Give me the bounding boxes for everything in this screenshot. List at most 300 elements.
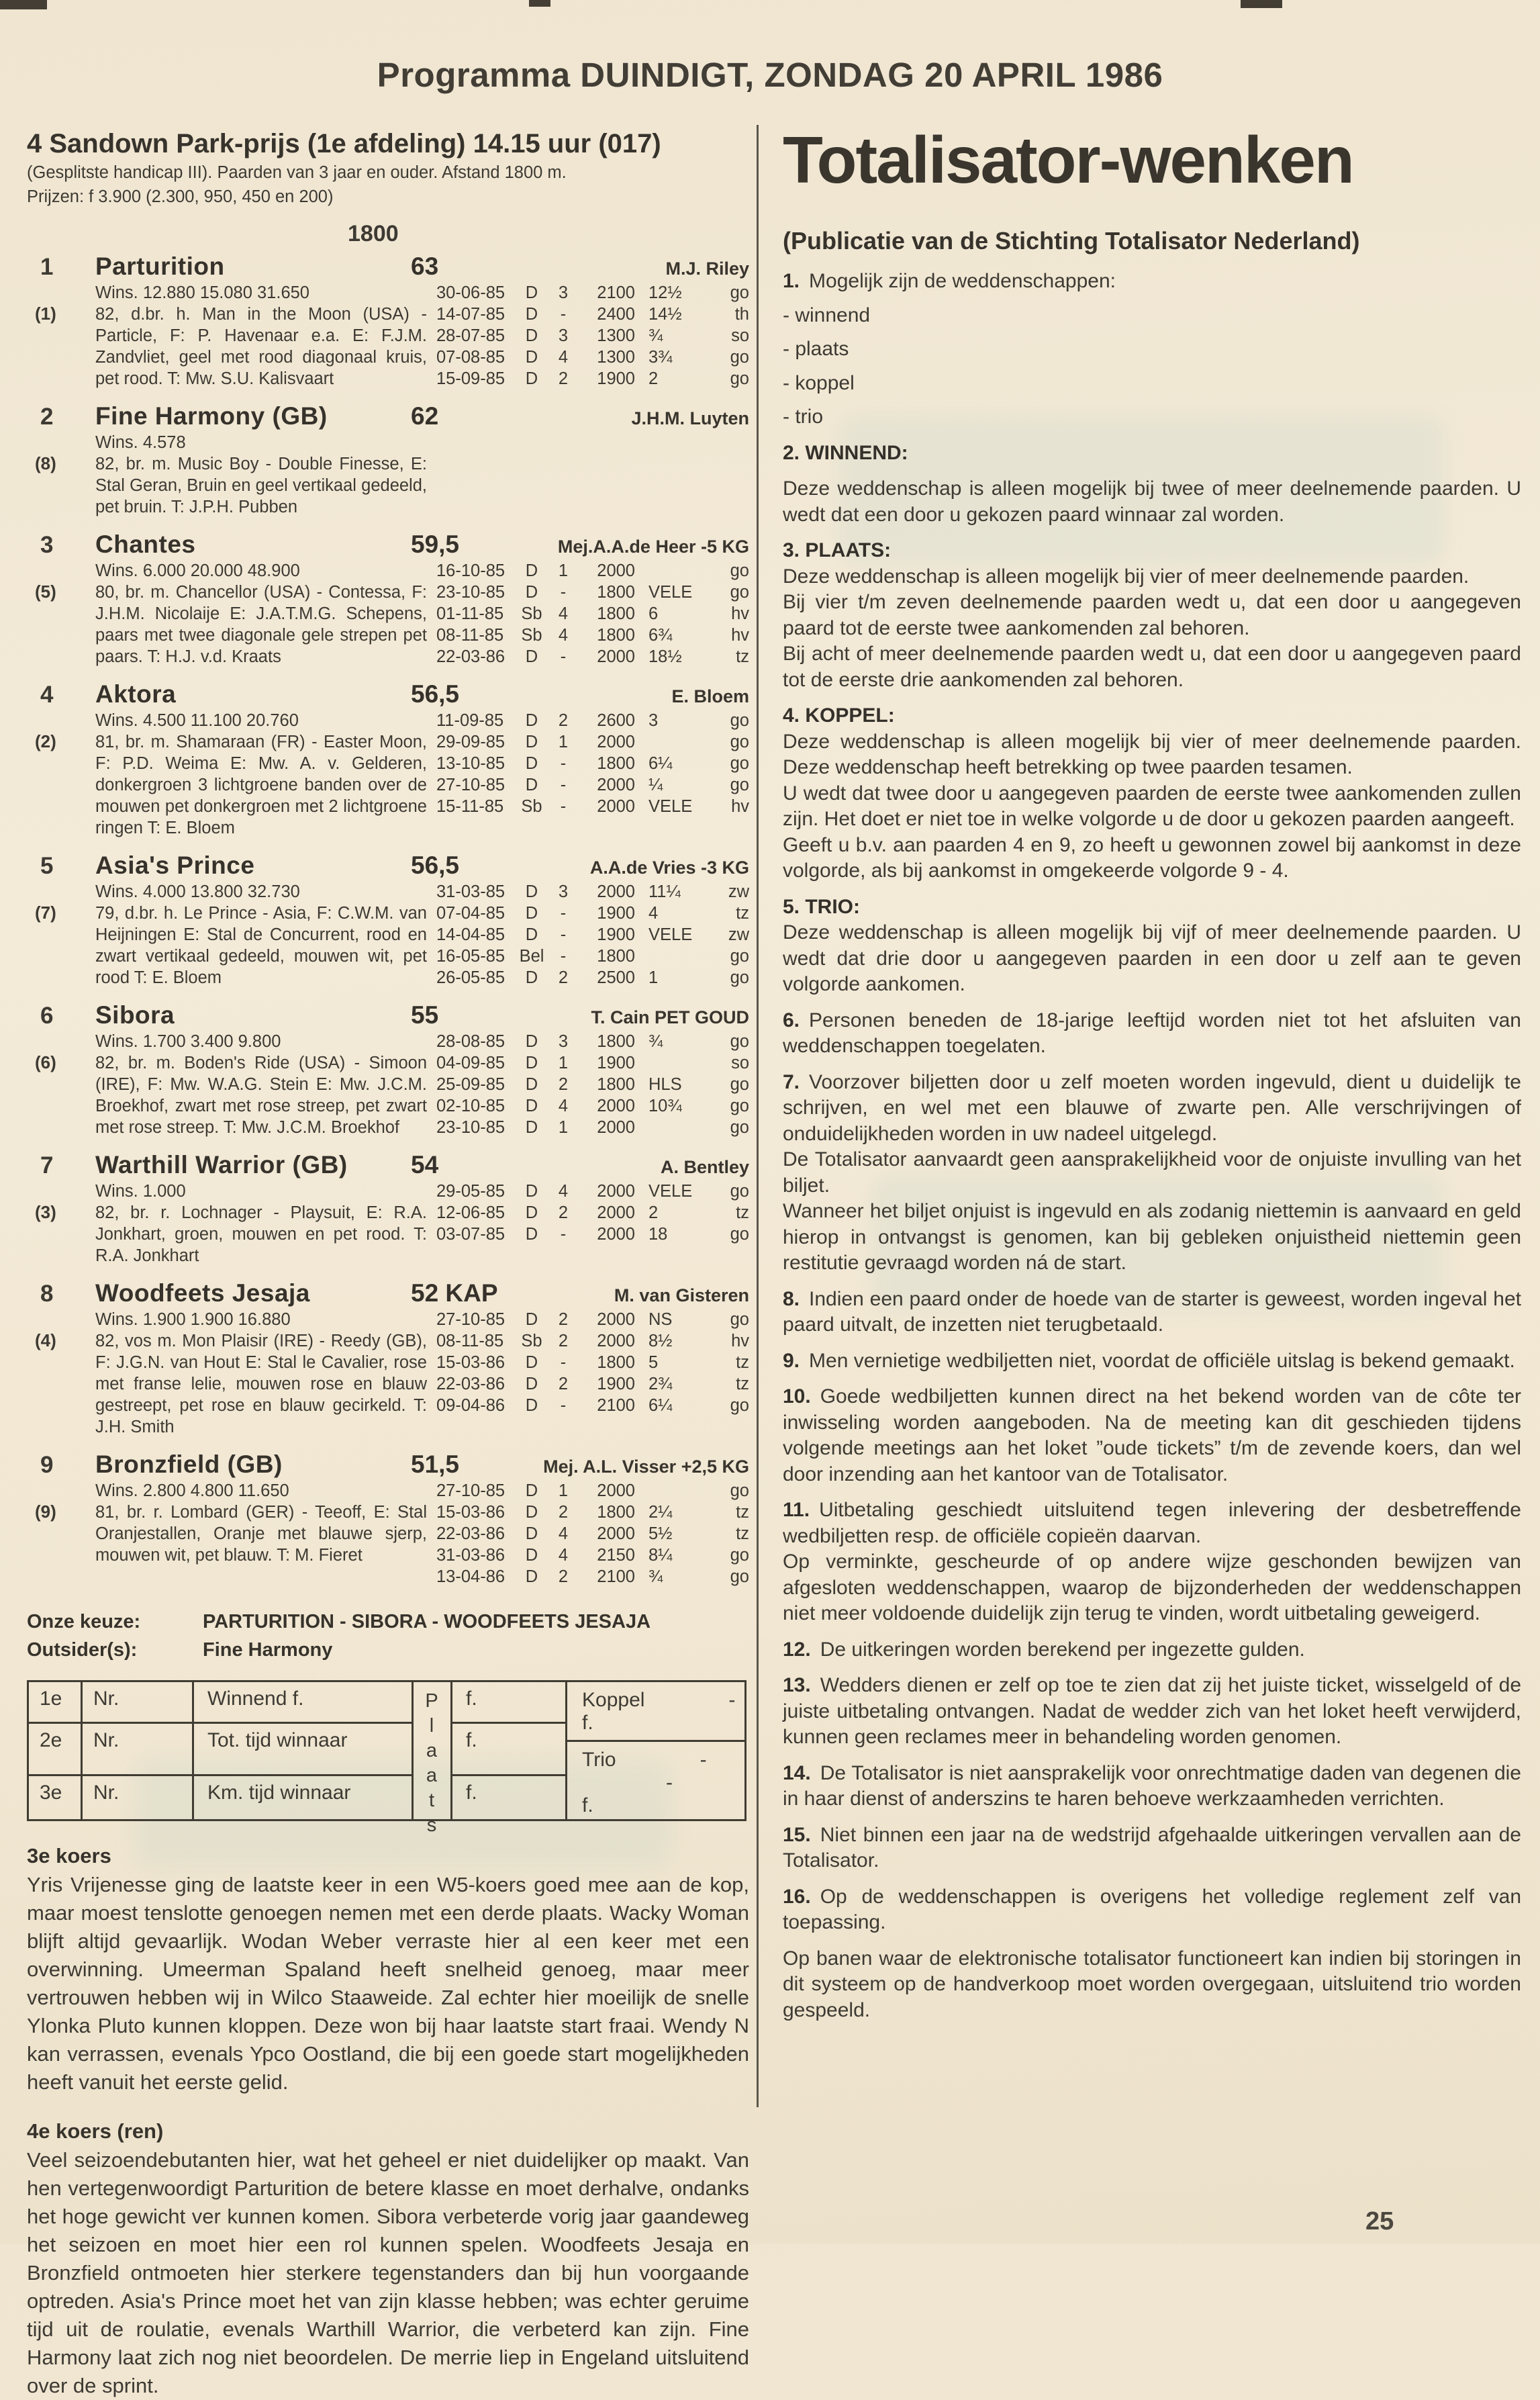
race-history-row <box>436 731 749 753</box>
race-margin <box>635 1117 700 1138</box>
totalisator-rule <box>783 1070 1521 1148</box>
totalisator-rule <box>783 1822 1521 1874</box>
race-date: 31-03-85 <box>436 882 506 901</box>
race-distance-m: 1900 <box>597 369 635 388</box>
race-track-code: D <box>525 1032 538 1051</box>
horse-name: Asia's Prince <box>95 851 255 879</box>
race-margin <box>635 1052 700 1074</box>
race-conditions: (Gesplitste handicap III). Paarden van 3 jaar en ouder. Afstand 1800 m. <box>27 163 567 182</box>
koppel-label: Koppel <box>582 1689 645 1711</box>
horse-rail <box>27 1181 95 1266</box>
race-margin: 2¼ <box>648 1503 673 1522</box>
rule-number: 11. <box>783 1499 810 1521</box>
horse-rail <box>27 560 95 667</box>
horse-jockey: E. Bloem <box>671 686 749 706</box>
race-distance-m: 1800 <box>597 1353 635 1372</box>
race-going-code: go <box>730 1118 749 1137</box>
race-date: 11-09-85 <box>436 711 504 730</box>
race-going-code: tz <box>736 1203 749 1222</box>
horse-description: 81, br. m. Shamaraan (FR) - Easter Moon, F: P.D. Weima E: Mw. A. v. Gelderen, donkergroen 3 lichtgroene banden over de mouwen pet donkergroen met 2 lichtgroene ringen T: E. Bloem <box>95 733 427 837</box>
horse-header <box>27 530 749 559</box>
horse-gate-number: (9) <box>35 1502 56 1522</box>
race-history-row <box>436 1095 749 1117</box>
trio-dash: - <box>666 1771 673 1794</box>
race-margin: 2 <box>648 369 659 388</box>
rule-text: Deze weddenschap is alleen mogelijk bij vijf of meer deelnemende paarden. U wedt dat drie door u aangegeven paarden in een door u zelf aan te geven volgorde aankomen. <box>783 921 1521 995</box>
race-margin: 2 <box>648 1203 659 1222</box>
horse-weight: 56,5 <box>411 851 460 879</box>
trio-label: Trio <box>582 1749 616 1771</box>
race-distance-m: 2000 <box>597 1332 635 1350</box>
race-date: 13-10-85 <box>436 754 506 773</box>
horse-entry <box>27 1279 749 1438</box>
race-history-row <box>436 304 749 325</box>
horse-winnings: Wins. 4.578 <box>95 433 186 452</box>
race-finish-position: - <box>560 1353 567 1372</box>
bet-slip-desc <box>194 1682 412 1722</box>
race-date: 28-07-85 <box>436 326 506 345</box>
trio-line <box>582 1749 744 1794</box>
horse-weight: 51,5 <box>411 1450 460 1478</box>
horse-entry <box>27 1450 749 1587</box>
race-distance-m: 1300 <box>597 348 635 367</box>
race-going-code: hv <box>731 797 749 816</box>
race-finish-position: - <box>560 647 567 666</box>
totalisator-rule <box>783 1497 1521 1549</box>
race-finish-position: 4 <box>558 1097 569 1115</box>
horse-body <box>27 432 749 518</box>
totalisator-rule <box>783 476 1521 528</box>
totalisator-rule <box>783 920 1521 998</box>
bet-slip-f-cell: f. <box>452 1724 565 1776</box>
race-track-code: Sb <box>521 1332 542 1350</box>
race-finish-position: 2 <box>558 1567 569 1586</box>
rule-text: Bij vier t/m zeven deelnemende paarden wedt u, dat een door u aangegeven paard tot de eerste twee aankomenden zal behoren. <box>783 591 1521 639</box>
scan-artifact <box>1241 0 1282 8</box>
horse-details <box>95 560 427 667</box>
race-going-code: so <box>731 326 749 345</box>
race-going-code: go <box>730 348 749 367</box>
race-going-code: go <box>730 733 749 751</box>
race-track-code: D <box>525 1075 538 1094</box>
race-going-code: go <box>730 561 749 580</box>
race-history-row <box>436 1224 749 1245</box>
race-preview-heading: 4e koers (ren) <box>27 2119 164 2143</box>
horse-body <box>27 560 749 667</box>
race-history-row <box>436 945 749 967</box>
race-going-code: go <box>730 947 749 966</box>
totalisator-rules <box>783 269 1521 2023</box>
horse-weight: 62 <box>411 402 439 430</box>
race-date: 08-11-85 <box>436 1332 504 1350</box>
race-preview-heading: 3e koers <box>27 1844 111 1867</box>
race-distance-m: 2150 <box>597 1546 635 1565</box>
scan-artifact <box>0 0 47 9</box>
horse-weight: 56,5 <box>411 680 460 708</box>
race-date: 14-07-85 <box>436 305 506 324</box>
race-margin: 12½ <box>648 283 682 302</box>
horse-description: 81, br. r. Lombard (GER) - Teeoff, E: Stal Oranjestallen, Oranje met blauwe sjerp, mouwen wit, pet blauw. T: M. Fieret <box>95 1503 427 1565</box>
bet-slip-f-column <box>450 1682 565 1819</box>
race-margin: 2¾ <box>648 1375 673 1393</box>
race-finish-position: 2 <box>558 1503 569 1522</box>
totalisator-rule <box>783 1147 1521 1199</box>
race-history-row <box>436 1309 749 1330</box>
horse-body <box>27 710 749 839</box>
tip-block <box>27 1608 749 1664</box>
race-history-row <box>436 1352 749 1373</box>
totalisator-rule <box>783 1549 1521 1627</box>
race-distance-m: 1900 <box>597 1375 635 1393</box>
totalisator-rule <box>783 1637 1521 1663</box>
race-finish-position: 1 <box>558 1481 569 1500</box>
race-finish-position: - <box>560 1396 567 1415</box>
rule-text: Wedders dienen er zelf op toe te zien dat zij het juiste ticket, wisselgeld of de juiste uitbetaling ontvangen. Nadat de wedder zich van het loket heeft verwijderd, kunnen geen reclames meer in behandeling worden genomen. <box>783 1674 1521 1748</box>
race-margin: 8½ <box>648 1332 673 1350</box>
race-preview-text: Yris Vrijenesse ging de laatste keer in een W5-koers goed mee aan de kop, maar moest tenslotte genoegen nemen met een derde plaats. Wacky Woman blijft altijd gevaarlijk. Wodan Weber verraste hier al een keer met een overwinning. Umeerman Spaland heeft snelheid genoeg, maar meer vertrouwen hebben wij in Wilco Staaweide. Zal echter hier moeilijk de snelle Ylonka Pluto kunnen kloppen. Deze won bij haar laatste start fraai. Wendy N kan verrassen, evenals Ypco Oostland, die bij een goede start mogelijkheden heeft vanuit het eerste gelid. <box>27 1873 749 2094</box>
race-history-row <box>436 1052 749 1074</box>
horse-number: 3 <box>40 532 54 558</box>
race-going-code: tz <box>736 904 749 923</box>
race-distance-m: 2000 <box>597 1097 635 1115</box>
race-history-row <box>436 1566 749 1587</box>
bet-slip-f-cell: f. <box>452 1682 565 1724</box>
race-date: 26-05-85 <box>436 968 506 987</box>
horse-header <box>27 851 749 880</box>
rule-number: 8. <box>783 1287 800 1310</box>
race-finish-position: 4 <box>558 348 569 367</box>
race-finish-position: 3 <box>558 283 569 302</box>
race-track-code: D <box>525 733 538 751</box>
race-distance-m: 2000 <box>597 1524 635 1543</box>
race-distance-m: 2000 <box>597 776 635 794</box>
race-history-row <box>436 774 749 796</box>
rule-number: 13. <box>783 1674 811 1696</box>
race-distance-m: 2600 <box>597 711 635 730</box>
horse-gate-number: (4) <box>35 1330 56 1350</box>
horse-winnings: Wins. 4.500 11.100 20.760 <box>95 711 299 730</box>
horse-winnings: Wins. 1.900 1.900 16.880 <box>95 1310 291 1329</box>
race-history <box>427 432 749 518</box>
horse-body <box>27 1031 749 1138</box>
race-track-code: D <box>525 1481 538 1500</box>
race-margin: VELE <box>648 925 693 944</box>
totalisator-rule <box>783 1946 1521 2024</box>
race-track-code: D <box>525 925 538 944</box>
horse-name: Warthill Warrior (GB) <box>95 1151 348 1179</box>
race-going-code: zw <box>728 882 749 901</box>
race-margin <box>635 945 700 967</box>
race-track-code: D <box>525 326 538 345</box>
race-date: 08-11-85 <box>436 626 504 645</box>
horse-weight: 52 KAP <box>411 1279 498 1307</box>
race-history <box>427 560 749 667</box>
race-track-code: D <box>525 1396 538 1415</box>
race-track-code: D <box>525 1375 538 1393</box>
race-finish-position: 4 <box>558 1182 569 1201</box>
horse-number: 9 <box>40 1452 54 1478</box>
totalisator-rule <box>783 1199 1521 1277</box>
horse-number: 6 <box>40 1003 54 1029</box>
race-distance-m: 2000 <box>597 1203 635 1222</box>
race-finish-position: - <box>560 925 567 944</box>
horse-rail <box>27 881 95 988</box>
race-date: 16-05-85 <box>436 947 506 966</box>
rule-text: De uitkeringen worden berekend per ingezette gulden. <box>820 1638 1305 1661</box>
horse-description: 82, d.br. h. Man in the Moon (USA) - Particle, F: P. Havenaar e.a. E: F.J.M. Zandvliet, geel met rood diagonaal kruis, pet rood. T: Mw. S.U. Kalisvaart <box>95 305 427 388</box>
race-history-row <box>436 603 749 625</box>
race-distance-m: 1800 <box>597 1032 635 1051</box>
race-going-code: tz <box>736 1353 749 1372</box>
rule-number: 2. WINNEND: <box>783 441 908 464</box>
totalisator-column <box>783 125 1521 2023</box>
race-date: 27-10-85 <box>436 776 506 794</box>
race-track-code: D <box>525 882 538 901</box>
column-divider <box>757 125 759 2107</box>
race-history-row <box>436 1181 749 1202</box>
race-going-code: go <box>730 776 749 794</box>
race-history-row <box>436 1031 749 1052</box>
race-margin: 3¾ <box>648 348 673 367</box>
rule-text: Personen beneden de 18-jarige leeftijd worden niet tot het afsluiten van weddenschappen toegelaten. <box>783 1009 1521 1057</box>
totalisator-rule <box>783 1348 1521 1375</box>
rule-text: Deze weddenschap is alleen mogelijk bij vier of meer deelnemende paarden. Deze weddenschap heeft betrekking op twee paarden tesamen. <box>783 730 1521 778</box>
race-margin: 6¼ <box>648 1396 673 1415</box>
race-prizes: Prijzen: f 3.900 (2.300, 950, 450 en 200) <box>27 187 334 206</box>
race-going-code: go <box>730 968 749 987</box>
race-margin: 5½ <box>648 1524 673 1543</box>
race-distance-m: 1800 <box>597 626 635 645</box>
rule-number: 12. <box>783 1638 811 1661</box>
horse-winnings: Wins. 2.800 4.800 11.650 <box>95 1481 289 1500</box>
horse-gate-number: (6) <box>35 1052 56 1072</box>
rule-text: - trio <box>783 406 823 428</box>
horse-rail <box>27 710 95 839</box>
race-history-row <box>436 1523 749 1544</box>
totalisator-rule <box>783 1673 1521 1751</box>
race-going-code: go <box>730 1310 749 1329</box>
totalisator-rule <box>783 590 1521 641</box>
race-margin: ¼ <box>648 776 663 794</box>
horse-name: Parturition <box>95 252 225 280</box>
bet-slip-place: 1e <box>29 1682 83 1722</box>
horse-entry <box>27 402 749 518</box>
race-finish-position: - <box>560 305 567 324</box>
bet-slip-nr-label: Nr. <box>83 1776 194 1819</box>
race-date: 29-05-85 <box>436 1182 506 1201</box>
race-track-code: D <box>525 968 538 987</box>
rule-text: Bij acht of meer deelnemende paarden wedt u, dat een door u aangegeven paard tot de eerste drie aankomenden zal behoren. <box>783 643 1521 691</box>
race-history-row <box>436 1074 749 1095</box>
koppel-line <box>582 1689 744 1712</box>
race-date: 29-09-85 <box>436 733 506 751</box>
rule-number: 9. <box>783 1349 800 1372</box>
race-track-code: D <box>525 1310 538 1329</box>
race-going-code: go <box>730 1032 749 1051</box>
race-going-code: so <box>731 1054 749 1072</box>
horse-body <box>27 1181 749 1266</box>
race-distance-m: 1800 <box>597 754 635 773</box>
race-margin: 10¾ <box>648 1097 682 1115</box>
horse-rail <box>27 1480 95 1587</box>
race-margin <box>635 1480 700 1502</box>
bet-slip-desc <box>194 1776 412 1819</box>
race-finish-position: 1 <box>558 1118 569 1137</box>
race-margin: ¾ <box>648 1032 663 1051</box>
race-margin: 4 <box>648 904 659 923</box>
horse-number: 8 <box>40 1281 54 1307</box>
horse-gate-number: (5) <box>35 582 56 602</box>
race-finish-position: 2 <box>558 1075 569 1094</box>
bet-slip-place: 3e <box>29 1776 83 1819</box>
tip-choice-label: Onze keuze: <box>27 1611 141 1632</box>
koppel-f-label: f. <box>582 1712 593 1734</box>
race-distance-m: 1800 <box>597 1503 635 1522</box>
race-going-code: go <box>730 583 749 602</box>
race-margin: 18½ <box>648 647 682 666</box>
race-track-code: Sb <box>521 604 542 623</box>
race-date: 02-10-85 <box>436 1097 506 1115</box>
race-history-row <box>436 1544 749 1566</box>
totalisator-rule <box>783 703 1521 729</box>
bet-slip-f-cell: f. <box>466 1782 477 1804</box>
horse-description: 82, br. r. Lochnager - Playsuit, E: R.A. Jonkhart, groen, mouwen en pet rood. T: R.A. Jonkhart <box>95 1203 427 1265</box>
koppel-dash: - <box>728 1689 736 1711</box>
race-going-code: go <box>730 1546 749 1565</box>
race-history-row <box>436 967 749 988</box>
totalisator-rule <box>783 538 1521 564</box>
horse-description: 80, br. m. Chancellor (USA) - Contessa, F: J.H.M. Nicolaije E: J.A.T.M.G. Schepens, paars met twee diagonale gele strepen pet paars. T: H.J. v.d. Kraats <box>95 583 427 666</box>
race-going-code: go <box>730 711 749 730</box>
race-margin <box>635 731 700 753</box>
race-date: 16-10-85 <box>436 561 506 580</box>
tip-outsider-line <box>27 1636 749 1664</box>
race-distance-m: 2100 <box>597 1396 635 1415</box>
tip-choice-value: PARTURITION - SIBORA - WOODFEETS JESAJA <box>203 1611 651 1632</box>
race-distance-m: 2000 <box>597 797 635 816</box>
totalisator-rule <box>783 441 1521 467</box>
race-track-code: D <box>525 583 538 602</box>
horse-jockey: A. Bentley <box>660 1157 749 1177</box>
race-margin: 18 <box>648 1225 668 1244</box>
race-track-code: D <box>525 1567 538 1586</box>
race-margin: ¾ <box>648 1567 663 1586</box>
rule-text: Op verminkte, gescheurde of op andere wijze geschonden bewijzen van afgesloten weddenschappen, waarop de bijzonderheden der weddenschappen niet meer voldoende duidelijk zijn terug te vinden, wordt uitbetaling geweigerd. <box>783 1551 1521 1624</box>
rule-text: Op banen waar de elektronische totalisator functioneert kan indien bij storingen in dit systeem op de handverkoop moet worden overgegaan, uitsluitend trio worden gespeeld. <box>783 1947 1521 2021</box>
race-history-row <box>436 347 749 368</box>
race-date: 27-10-85 <box>436 1481 506 1500</box>
totalisator-rule <box>783 269 1521 295</box>
horse-details <box>95 1181 427 1266</box>
race-margin: 5 <box>648 1353 659 1372</box>
race-distance-m: 1900 <box>597 925 635 944</box>
race-date: 31-03-86 <box>436 1546 506 1565</box>
horse-gate-number: (2) <box>35 731 56 751</box>
totalisator-rule <box>783 1761 1521 1812</box>
rule-text: - koppel <box>783 371 855 394</box>
tip-outsider-value: Fine Harmony <box>203 1639 333 1661</box>
race-finish-position: 4 <box>558 1546 569 1565</box>
race-track-code: D <box>525 1203 538 1222</box>
race-track-code: D <box>525 904 538 923</box>
race-history <box>427 1480 749 1587</box>
totalisator-subtitle: (Publicatie van de Stichting Totalisator Nederland) <box>783 227 1360 255</box>
race-date: 07-08-85 <box>436 348 506 367</box>
horse-rail <box>27 1031 95 1138</box>
race-date: 23-10-85 <box>436 583 506 602</box>
rule-text: Wanneer het biljet onjuist is ingevuld en als zodanig niettemin is aanvaard en geld hierop in ontvangst is genomen, kan bij gebleken onjuistheid niettemin geen restitutie gevraagd worden ná de start. <box>783 1200 1521 1274</box>
race-going-code: tz <box>736 1503 749 1522</box>
race-history <box>427 1031 749 1138</box>
race-finish-position: 2 <box>558 968 569 987</box>
bet-slip-koppel-trio <box>565 1682 744 1819</box>
tip-choice-line <box>27 1608 749 1636</box>
race-finish-position: 3 <box>558 1032 569 1051</box>
race-going-code: hv <box>731 1332 749 1350</box>
race-distance-m: 2000 <box>597 1182 635 1201</box>
race-history <box>427 881 749 988</box>
bet-slip-plaats-column: Plaats <box>412 1682 450 1819</box>
rule-text: De Totalisator aanvaardt geen aansprakelijkheid voor de onjuiste invulling van het biljet. <box>783 1148 1521 1197</box>
race-distance-m: 2000 <box>597 561 635 580</box>
race-date: 15-09-85 <box>436 369 506 388</box>
horse-rail <box>27 282 95 389</box>
race-finish-position: 1 <box>558 561 569 580</box>
bet-slip-row <box>29 1682 412 1724</box>
horse-header <box>27 1450 749 1479</box>
race-distance-m: 2000 <box>597 882 635 901</box>
race-going-code: hv <box>731 626 749 645</box>
race-track-code: D <box>525 1054 538 1072</box>
race-history-row <box>436 368 749 389</box>
horse-body <box>27 881 749 988</box>
horse-number: 7 <box>40 1152 54 1179</box>
race-finish-position: - <box>560 776 567 794</box>
horse-body <box>27 282 749 389</box>
race-margin: 8¼ <box>648 1546 673 1565</box>
rule-text: De Totalisator is niet aansprakelijk voor onrechtmatige daden van degenen die in haar dienst of anderszins te haren behoeve werkzaamheden verrichten. <box>783 1761 1521 1810</box>
horse-winnings: Wins. 1.700 3.400 9.800 <box>95 1032 281 1051</box>
bet-slip-row <box>29 1776 412 1819</box>
horse-jockey: Mej.A.A.de Heer -5 KG <box>557 537 749 557</box>
horse-jockey: M.J. Riley <box>665 259 749 279</box>
horse-body <box>27 1309 749 1438</box>
totalisator-rule <box>783 404 1521 430</box>
race-date: 15-03-86 <box>436 1353 506 1372</box>
race-track-code: D <box>525 1225 538 1244</box>
race-distance-m: 2400 <box>597 305 635 324</box>
totalisator-rule <box>783 564 1521 590</box>
race-finish-position: 3 <box>558 326 569 345</box>
rule-text: Deze weddenschap is alleen mogelijk bij twee of meer deelnemende paarden. U wedt dat een door u gekozen paard winnaar zal worden. <box>783 477 1521 526</box>
race-finish-position: 4 <box>558 604 569 623</box>
race-margin: ¾ <box>648 326 663 345</box>
race-distance: 1800 <box>348 221 399 246</box>
race-going-code: go <box>730 1396 749 1415</box>
race-history-row <box>436 903 749 924</box>
race-history-row <box>436 1502 749 1523</box>
race-date: 15-03-86 <box>436 1503 506 1522</box>
race-date: 03-07-85 <box>436 1225 506 1244</box>
race-going-code: go <box>730 283 749 302</box>
race-track-code: D <box>525 1503 538 1522</box>
race-going-code: tz <box>736 1375 749 1393</box>
race-track-code: D <box>525 1353 538 1372</box>
rule-number: 3. PLAATS: <box>783 539 892 561</box>
race-history-row <box>436 1202 749 1224</box>
horse-weight: 63 <box>411 252 439 280</box>
horse-jockey: J.H.M. Luyten <box>631 408 749 428</box>
